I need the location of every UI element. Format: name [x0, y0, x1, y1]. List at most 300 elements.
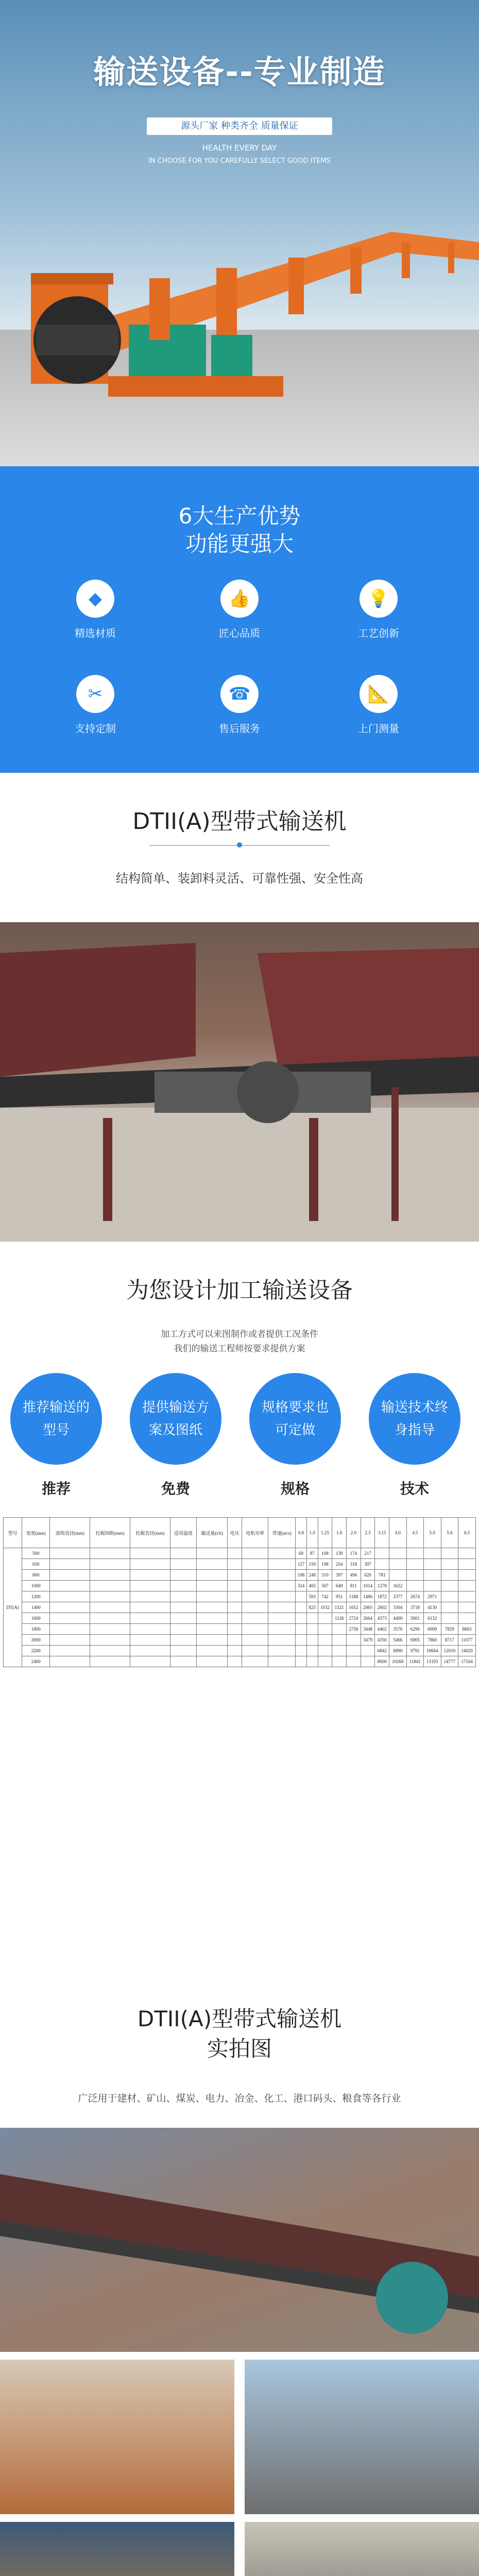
- spec-cell: 507: [318, 1581, 332, 1591]
- spec-cell: 8683: [458, 1624, 476, 1635]
- spec-cell: 4130: [423, 1602, 441, 1613]
- spec-cell: [296, 1656, 307, 1667]
- spec-cell: [441, 1602, 458, 1613]
- advantage-label: 精选材质: [75, 627, 116, 639]
- spec-cell: [170, 1581, 196, 1591]
- spec-cell: [296, 1635, 307, 1646]
- advantage-label: 匠心品质: [219, 627, 260, 639]
- spec-cell: [197, 1548, 228, 1559]
- spec-cell: [50, 1646, 90, 1656]
- spec-cell: [296, 1602, 307, 1613]
- model-subtitle: 结构简单、装卸料灵活、可靠性强、安全性高: [116, 871, 363, 886]
- spec-cell: [242, 1548, 268, 1559]
- spec-cell: 1000: [22, 1581, 50, 1591]
- advantage-label: 售后服务: [219, 722, 260, 735]
- spec-cell: [306, 1646, 318, 1656]
- spec-cell: 2065: [361, 1602, 375, 1613]
- service-circle-tech: [369, 1373, 460, 1465]
- advantage-service: [188, 675, 291, 735]
- spec-cell: 10664: [423, 1646, 441, 1656]
- spec-cell: 5001: [406, 1613, 423, 1624]
- spec-header-cell: 0.8: [296, 1518, 307, 1548]
- spec-cell: 7829: [441, 1624, 458, 1635]
- spec-cell: 2664: [361, 1613, 375, 1624]
- spec-cell: [242, 1591, 268, 1602]
- spec-cell: 310: [318, 1570, 332, 1581]
- spec-cell: 397: [332, 1570, 347, 1581]
- spec-cell: [347, 1646, 361, 1656]
- spec-cell: [170, 1656, 196, 1667]
- tools-icon: ✂: [76, 675, 114, 713]
- spec-cell: [441, 1548, 458, 1559]
- spec-cell: [441, 1559, 458, 1570]
- spec-cell: [50, 1570, 90, 1581]
- spec-cell: [242, 1581, 268, 1591]
- spec-cell: 3718: [406, 1602, 423, 1613]
- spec-cell: [50, 1613, 90, 1624]
- spec-cell: [296, 1624, 307, 1635]
- spec-cell: [228, 1559, 242, 1570]
- spec-cell: [242, 1646, 268, 1656]
- spec-cell: 4373: [375, 1613, 389, 1624]
- spec-cell: [423, 1559, 441, 1570]
- spec-row: [4, 1646, 476, 1656]
- spec-cell: [50, 1581, 90, 1591]
- advantage-quality: [188, 580, 291, 640]
- spec-cell: [90, 1581, 130, 1591]
- spec-cell: 324: [296, 1581, 307, 1591]
- spec-cell: 13193: [423, 1656, 441, 1667]
- spec-cell: 1486: [361, 1591, 375, 1602]
- circle-label: 技术: [400, 1480, 429, 1497]
- spec-cell: [332, 1624, 347, 1635]
- spec-header-cell: 宽度(mm): [22, 1518, 50, 1548]
- spec-cell: 14777: [441, 1656, 458, 1667]
- advantages-title-line1: 6大生产优势: [178, 503, 301, 529]
- spec-header-cell: 托辊直径(mm): [130, 1518, 170, 1548]
- spec-cell: [170, 1613, 196, 1624]
- spec-cell: [423, 1570, 441, 1581]
- spec-cell: [406, 1581, 423, 1591]
- spec-cell: [268, 1635, 296, 1646]
- circle-text: 输送技术终身指导: [381, 1400, 448, 1438]
- hero-english-1: HEALTH EVERY DAY: [202, 143, 277, 152]
- spec-cell: [90, 1656, 130, 1667]
- spec-cell: [228, 1591, 242, 1602]
- spec-header-cell: 适用温度: [170, 1518, 196, 1548]
- spec-cell: 10260: [389, 1656, 407, 1667]
- spec-cell: [306, 1656, 318, 1667]
- spec-cell: [242, 1635, 268, 1646]
- spec-cell: 2674: [406, 1591, 423, 1602]
- spec-cell: 108: [318, 1548, 332, 1559]
- gallery-photo-workshop: [0, 2522, 234, 2576]
- spec-row: [4, 1602, 476, 1613]
- spec-cell: [406, 1548, 423, 1559]
- spec-cell: [228, 1624, 242, 1635]
- design-title: 为您设计加工输送设备: [126, 1277, 353, 1303]
- spec-cell: [458, 1559, 476, 1570]
- spec-cell: [458, 1613, 476, 1624]
- spec-cell: [170, 1559, 196, 1570]
- spec-cell: 198: [296, 1570, 307, 1581]
- spec-cell: [170, 1646, 196, 1656]
- spec-cell: [361, 1646, 375, 1656]
- spec-header-cell: 1.6: [332, 1518, 347, 1548]
- spec-cell: 1200: [22, 1591, 50, 1602]
- circle-label: 规格: [280, 1480, 310, 1497]
- spec-cell: [406, 1559, 423, 1570]
- spec-cell: [130, 1646, 170, 1656]
- circle-text: 推荐输送的型号: [22, 1400, 90, 1438]
- spec-cell: [228, 1570, 242, 1581]
- spec-header-cell: 2.0: [347, 1518, 361, 1548]
- spec-cell: [90, 1548, 130, 1559]
- spec-cell: DT(A): [4, 1548, 22, 1667]
- spec-cell: [90, 1602, 130, 1613]
- spec-cell: 5466: [389, 1635, 407, 1646]
- gallery-section: [0, 1973, 479, 2576]
- spec-cell: [228, 1581, 242, 1591]
- spec-cell: [441, 1570, 458, 1581]
- spec-cell: [130, 1581, 170, 1591]
- thumbs-up-icon: 👍: [220, 580, 259, 618]
- spec-cell: [130, 1656, 170, 1667]
- spec-cell: 1014: [361, 1581, 375, 1591]
- spec-cell: 6290: [406, 1624, 423, 1635]
- spec-cell: [90, 1613, 130, 1624]
- spec-cell: 2200: [22, 1646, 50, 1656]
- hero-conveyor-illustration: [0, 170, 479, 459]
- spec-cell: [458, 1581, 476, 1591]
- spec-cell: [90, 1635, 130, 1646]
- spec-cell: [197, 1570, 228, 1581]
- service-circle-recommend: [10, 1373, 102, 1465]
- spec-cell: [242, 1656, 268, 1667]
- advantage-innovation: [327, 580, 430, 640]
- spec-cell: [170, 1624, 196, 1635]
- spec-cell: [50, 1635, 90, 1646]
- spec-cell: 198: [318, 1559, 332, 1570]
- spec-cell: 800: [22, 1570, 50, 1581]
- advantages-section: [0, 466, 479, 773]
- spec-cell: 1400: [22, 1602, 50, 1613]
- spec-cell: 217: [361, 1548, 375, 1559]
- spec-header-cell: 滚筒直径(mm): [50, 1518, 90, 1548]
- spec-header-cell: 电机功率: [242, 1518, 268, 1548]
- spec-cell: 811: [347, 1581, 361, 1591]
- spec-cell: [130, 1635, 170, 1646]
- spec-cell: 496: [347, 1570, 361, 1581]
- spec-cell: 951: [332, 1591, 347, 1602]
- spec-header-cell: 2.5: [361, 1518, 375, 1548]
- spec-cell: [332, 1656, 347, 1667]
- spec-cell: 8890: [389, 1646, 407, 1656]
- circle-text: 规格要求也可定做: [261, 1400, 329, 1438]
- spec-cell: [130, 1570, 170, 1581]
- spec-cell: [306, 1613, 318, 1624]
- spec-cell: 620: [361, 1570, 375, 1581]
- spec-cell: [197, 1613, 228, 1624]
- spec-table-body: [4, 1548, 476, 1667]
- spec-cell: [197, 1581, 228, 1591]
- gallery-photo-conveyor-belt: [0, 2128, 479, 2352]
- spec-cell: 1188: [347, 1591, 361, 1602]
- spec-cell: 9791: [406, 1646, 423, 1656]
- spec-row: [4, 1570, 476, 1581]
- spec-cell: [375, 1559, 389, 1570]
- spec-cell: [242, 1602, 268, 1613]
- advantage-customization: [44, 675, 147, 735]
- gallery-photo-port: [0, 2360, 234, 2514]
- spec-cell: [90, 1570, 130, 1581]
- spec-cell: 14020: [458, 1646, 476, 1656]
- spec-cell: 6132: [423, 1613, 441, 1624]
- spec-cell: [228, 1548, 242, 1559]
- product-photo-main: [0, 922, 479, 1242]
- spec-cell: 127: [296, 1559, 307, 1570]
- spec-header-cell: 1.0: [306, 1518, 318, 1548]
- spec-header-cell: 4.5: [406, 1518, 423, 1548]
- spec-cell: [197, 1602, 228, 1613]
- advantage-label: 工艺创新: [358, 627, 399, 639]
- spec-cell: [130, 1591, 170, 1602]
- spec-cell: 318: [347, 1559, 361, 1570]
- hero-tagline: 源头厂家 种类齐全 质量保证: [147, 117, 332, 135]
- spec-cell: [242, 1570, 268, 1581]
- spec-cell: 1126: [332, 1613, 347, 1624]
- spec-cell: [389, 1548, 407, 1559]
- spec-cell: 2400: [22, 1656, 50, 1667]
- spec-cell: 1652: [347, 1602, 361, 1613]
- spec-cell: [268, 1581, 296, 1591]
- spec-cell: [197, 1646, 228, 1656]
- spec-cell: 2377: [389, 1591, 407, 1602]
- spec-cell: [441, 1613, 458, 1624]
- spec-cell: [130, 1559, 170, 1570]
- spec-row: [4, 1656, 476, 1667]
- spec-cell: [458, 1548, 476, 1559]
- lightbulb-icon: 💡: [360, 580, 398, 618]
- spec-cell: [197, 1591, 228, 1602]
- service-circle-plan: [130, 1373, 221, 1465]
- spec-cell: 3448: [361, 1624, 375, 1635]
- spec-cell: 397: [361, 1559, 375, 1570]
- spec-cell: [306, 1635, 318, 1646]
- spec-cell: 1800: [22, 1624, 50, 1635]
- spec-cell: 6905: [406, 1635, 423, 1646]
- spec-header-row: [4, 1518, 476, 1548]
- spec-cell: [296, 1646, 307, 1656]
- spec-cell: [50, 1624, 90, 1635]
- divider-dot: [237, 842, 242, 848]
- spec-cell: 1278: [375, 1581, 389, 1591]
- spec-cell: 742: [318, 1591, 332, 1602]
- spec-cell: [332, 1635, 347, 1646]
- ruler-icon: 📐: [360, 675, 398, 713]
- spec-cell: [242, 1613, 268, 1624]
- spec-cell: [441, 1591, 458, 1602]
- spec-cell: [90, 1559, 130, 1570]
- spec-header-cell: 4.0: [389, 1518, 407, 1548]
- spec-cell: 781: [375, 1570, 389, 1581]
- spec-cell: [347, 1635, 361, 1646]
- spec-header-cell: 型号: [4, 1518, 22, 1548]
- spec-cell: [268, 1624, 296, 1635]
- spec-cell: [228, 1656, 242, 1667]
- spec-cell: 650: [22, 1559, 50, 1570]
- spec-cell: [406, 1570, 423, 1581]
- spec-cell: 1872: [375, 1591, 389, 1602]
- hero-english-2: IN CHOOSE FOR YOU CAREFULLY SELECT GOOD ITEMS: [148, 157, 331, 165]
- spec-cell: [130, 1624, 170, 1635]
- spec-cell: [361, 1656, 375, 1667]
- spec-cell: [242, 1559, 268, 1570]
- spec-row: [4, 1624, 476, 1635]
- spec-cell: [228, 1646, 242, 1656]
- spec-cell: [50, 1602, 90, 1613]
- gallery-subtitle: 广泛用于建材、矿山、煤炭、电力、冶金、化工、港口码头、粮食等各行业: [78, 2093, 401, 2104]
- spec-header-cell: 3.15: [375, 1518, 389, 1548]
- spec-cell: [197, 1559, 228, 1570]
- spec-cell: [130, 1602, 170, 1613]
- spec-cell: 2758: [347, 1624, 361, 1635]
- spec-row: [4, 1613, 476, 1624]
- advantages-title: [0, 502, 479, 558]
- spec-cell: [170, 1591, 196, 1602]
- model-title: DTII(A)型带式输送机: [132, 808, 347, 835]
- spec-cell: 405: [306, 1581, 318, 1591]
- spec-cell: 69: [296, 1548, 307, 1559]
- spec-cell: 12010: [441, 1646, 458, 1656]
- spec-cell: [170, 1602, 196, 1613]
- spec-cell: [228, 1602, 242, 1613]
- spec-cell: [268, 1613, 296, 1624]
- spec-cell: [306, 1624, 318, 1635]
- spec-cell: [228, 1635, 242, 1646]
- spec-cell: [296, 1613, 307, 1624]
- spec-header-cell: 托辊间距(mm): [90, 1518, 130, 1548]
- spec-cell: [423, 1581, 441, 1591]
- spec-cell: [228, 1613, 242, 1624]
- spec-cell: [242, 1624, 268, 1635]
- spec-cell: [268, 1570, 296, 1581]
- spec-cell: [458, 1591, 476, 1602]
- spec-cell: [170, 1548, 196, 1559]
- spec-cell: [347, 1656, 361, 1667]
- circle-label: 免费: [161, 1480, 190, 1497]
- spec-cell: 6909: [423, 1624, 441, 1635]
- gallery-photo-stacker: [245, 2360, 479, 2514]
- spec-cell: [50, 1591, 90, 1602]
- spec-cell: [268, 1559, 296, 1570]
- spec-table: [3, 1517, 476, 1667]
- spec-row: [4, 1581, 476, 1591]
- design-section: [0, 1242, 479, 1973]
- spec-cell: [130, 1613, 170, 1624]
- spec-cell: 593: [306, 1591, 318, 1602]
- spec-header-cell: 5.0: [423, 1518, 441, 1548]
- photo-illustration: [0, 2128, 479, 2352]
- spec-cell: [90, 1591, 130, 1602]
- spec-cell: 825: [306, 1602, 318, 1613]
- spec-cell: 2971: [423, 1591, 441, 1602]
- spec-cell: 139: [332, 1548, 347, 1559]
- spec-cell: [389, 1570, 407, 1581]
- headset-icon: ☎: [220, 675, 259, 713]
- spec-cell: [441, 1581, 458, 1591]
- spec-cell: 11841: [406, 1656, 423, 1667]
- advantage-label: 支持定制: [75, 722, 116, 735]
- design-text-2: 我们的输送工程师按要求提供方案: [174, 1344, 305, 1354]
- spec-header-cell: 1.25: [318, 1518, 332, 1548]
- spec-header-cell: 电压: [228, 1518, 242, 1548]
- spec-cell: [318, 1656, 332, 1667]
- advantages-title-line2: 功能更强大: [185, 531, 294, 556]
- hero-banner: [0, 0, 479, 466]
- spec-cell: 3576: [389, 1624, 407, 1635]
- spec-row: [4, 1635, 476, 1646]
- spec-cell: 8717: [441, 1635, 458, 1646]
- spec-cell: 254: [332, 1559, 347, 1570]
- spec-row: [4, 1591, 476, 1602]
- spec-header-cell: 输送量(t/h): [197, 1518, 228, 1548]
- advantage-label: 上门测量: [358, 722, 399, 735]
- spec-cell: [375, 1548, 389, 1559]
- advantage-material: [44, 580, 147, 640]
- spec-header-cell: 5.6: [441, 1518, 458, 1548]
- spec-row: [4, 1548, 476, 1559]
- spec-cell: [130, 1548, 170, 1559]
- spec-cell: [268, 1548, 296, 1559]
- spec-cell: 2724: [347, 1613, 361, 1624]
- spec-cell: [296, 1591, 307, 1602]
- advantage-measurement: [327, 675, 430, 735]
- spec-cell: 1600: [22, 1613, 50, 1624]
- spec-cell: 7860: [423, 1635, 441, 1646]
- spec-cell: [458, 1570, 476, 1581]
- spec-cell: [197, 1635, 228, 1646]
- spec-cell: [50, 1548, 90, 1559]
- spec-cell: 174: [347, 1548, 361, 1559]
- spec-cell: [268, 1602, 296, 1613]
- spec-cell: [332, 1646, 347, 1656]
- spec-cell: [170, 1635, 196, 1646]
- circle-text: 提供输送方案及图纸: [142, 1400, 209, 1438]
- spec-cell: [197, 1656, 228, 1667]
- spec-cell: [50, 1559, 90, 1570]
- design-text-1: 加工方式可以来图制作或者提供工况条件: [161, 1329, 318, 1340]
- conveyor-photo: [0, 922, 479, 1242]
- spec-cell: 1321: [332, 1602, 347, 1613]
- hero-title: 输送设备--专业制造: [93, 53, 386, 91]
- spec-cell: 87: [306, 1548, 318, 1559]
- spec-cell: 11077: [458, 1635, 476, 1646]
- spec-cell: 2602: [375, 1602, 389, 1613]
- spec-cell: 6842: [375, 1646, 389, 1656]
- spec-cell: 1622: [389, 1581, 407, 1591]
- spec-cell: 500: [22, 1548, 50, 1559]
- spec-cell: [318, 1635, 332, 1646]
- gallery-title-line1: DTII(A)型带式输送机: [137, 2006, 342, 2031]
- spec-header-cell: 带速(m/s): [268, 1518, 296, 1548]
- diamond-icon: ◆: [76, 580, 114, 618]
- service-circle-spec: [249, 1373, 341, 1465]
- spec-cell: 8000: [375, 1656, 389, 1667]
- spec-cell: [170, 1570, 196, 1581]
- spec-cell: [318, 1624, 332, 1635]
- model-header: [0, 773, 479, 922]
